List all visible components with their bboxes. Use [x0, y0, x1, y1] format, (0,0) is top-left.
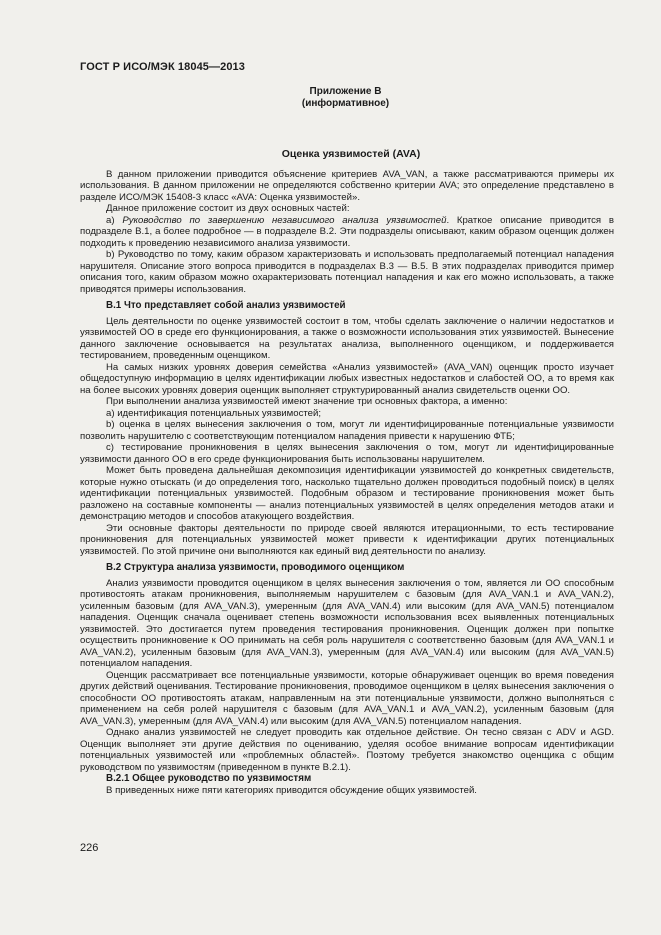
paragraph: При выполнении анализа уязвимостей имеют значение три основных фактора, а именно:	[106, 396, 508, 407]
page-number: 226	[80, 842, 99, 854]
appendix-note: (информативное)	[301, 98, 390, 109]
paragraph: Данное приложение состоит из двух основных частей:	[106, 203, 350, 214]
paragraph-text: . Краткое описание приводится в подразделе В.1, а более подробное — в подразделе В.2. Эти подразделы описывают, каким образом оценщик должен подходить к проведению независимого анализа уязвимости.	[80, 214, 614, 249]
section-heading-b2: В.2 Структура анализа уязвимости, проводимого оценщиком	[106, 562, 405, 573]
paragraph	[80, 215, 614, 250]
paragraph: Цель деятельности по оценке уязвимостей состоит в том, чтобы сделать заключение о наличии недостатков и уязвимостей ОО в среде его функционирования, а также о возможности использования этих уязвимостей. Вынесение данного заключение основывается на результатах анализа, выполненного оценщиком, и поддерживается тестированием, проведенным оценщиком.	[80, 315, 614, 361]
document-body	[80, 149, 614, 796]
section-heading-b1: В.1 Что представляет собой анализ уязвимостей	[106, 300, 346, 311]
paragraph: На самых низких уровнях доверия семейства «Анализ уязвимостей» (AVA_VAN) оценщик просто изучает общедоступную информацию в целях идентификации любых известных недостатков и слабостей ОО, а то время как на более высоких уровнях доверия оценщик выполняет структурированный анализ свидетельств оценки ОО.	[80, 361, 614, 396]
appendix-title: Приложение В	[309, 86, 382, 97]
paragraph: Эти основные факторы деятельности по природе своей являются итерационными, то есть тестирование проникновения для потенциальных уязвимостей может привести к идентификации других потенциальных уязвимостей. По этой причине они выполняются как единый вид деятельности по анализу.	[80, 522, 614, 557]
paragraph: Анализ уязвимости проводится оценщиком в целях вынесения заключения о том, является ли ОО способным противостоять атакам проникновения, выполняемым нарушителем с базовым (для AVA_VAN.1 и AVA_VAN.2), усиленным базовым (для AVA_VAN.3), умеренным (для AVA_VAN.4) или высоким (для AVA_VAN.5) потенциалом нападения. Оценщик сначала оценивает степень возможности использования всех выявленных потенциальных уязвимостей. Это достигается путем проведения тестирования проникновения. Оценщик должен при попытке осуществить проникновение к ОО принимать на себя роль нарушителя с соответственно базовым (для AVA_VAN.1 и AVA_VAN.2), усиленным базовым (для AVA_VAN.3), умеренным (для AVA_VAN.4) или высоким (для AVA_VAN.5) потенциалом нападения.	[80, 577, 614, 669]
subsection-heading-b21: В.2.1 Общее руководство по уязвимостям	[106, 773, 312, 784]
page-title: Оценка уязвимостей (AVA)	[281, 148, 421, 160]
list-item: а) идентификация потенциальных уязвимостей;	[106, 407, 322, 419]
list-item: b) оценка в целях вынесения заключения о том, могут ли идентифицированные потенциальные уязвимости позволить нарушителю с соответствующим потенциалом нападения привести к нарушению ФТБ;	[80, 419, 614, 442]
paragraph: Может быть проведена дальнейшая декомпозиция идентификации уязвимостей до конкретных свидетельств, которые нужно отыскать (и до определения того, насколько тщательно должен проводиться подобный поиск) в целях идентификации потенциальных уязвимостей. Подобным образом и тестирование проникновения может быть разложено на составные компоненты — анализ потенциальных уязвимостей в целях определения методов атаки и демонстрацию методов и способов атакующего воздействия.	[80, 465, 614, 522]
list-item: с) тестирование проникновения в целях вынесения заключения о том, могут ли идентифицированные уязвимости данного ОО в его среде функционирования быть использованы нарушителем.	[80, 442, 614, 465]
appendix-label	[0, 86, 661, 110]
paragraph: Оценщик рассматривает все потенциальные уязвимости, которые обнаруживает оценщик во время поведения других действий оценивания. Тестирование проникновения, проводимое оценщиком в целях вынесения заключения о способности ОО противостоять атакам, направленным на эти потенциальные уязвимости, должно выполняться с применением на себя ролей нарушителя с базовым (для AVA_VAN.1 и AVA_VAN.2), усиленным базовым (для AVA_VAN.3), умеренным (для AVA_VAN.4) или высоким (для AVA_VAN.5) потенциалом нападения.	[80, 669, 614, 727]
italic-term: Руководство по завершению независимого анализа уязвимостей	[122, 214, 447, 226]
paragraph: Однако анализ уязвимостей не следует проводить как отдельное действие. Он тесно связан с ADV и AGD. Оценщик выполняет эти другие действия по оцениванию, уделяя особое внимание вопросам идентификации потенциальных уязвимостей или «проблемных областей». Поэтому требуется знакомство оценщика с общим руководством по уязвимостям (приведенном в пункте В.2.1).	[80, 727, 614, 773]
list-marker: а)	[106, 214, 123, 226]
paragraph: b) Руководство по тому, каким образом характеризовать и использовать предполагаемый потенциал нападения нарушителя. Описание этого вопроса приводится в подразделах В.3 — В.5. В этих подразделах приводится пример описания того, каким образом можно охарактеризовать потенциал нападения и как его можно использовать, а также приводятся примеры использования.	[80, 249, 614, 295]
paragraph: В данном приложении приводится объяснение критериев AVA_VAN, а также рассматриваются примеры их использования. В данном приложении не определяются собственно критерии AVA; это определение представлено в разделе ИСО/МЭК 15408-3 класс «AVA: Оценка уязвимостей».	[80, 168, 614, 203]
paragraph: В приведенных ниже пяти категориях приводится обсуждение общих уязвимостей.	[106, 784, 477, 796]
document-header: ГОСТ Р ИСО/МЭК 18045—2013	[80, 61, 245, 73]
